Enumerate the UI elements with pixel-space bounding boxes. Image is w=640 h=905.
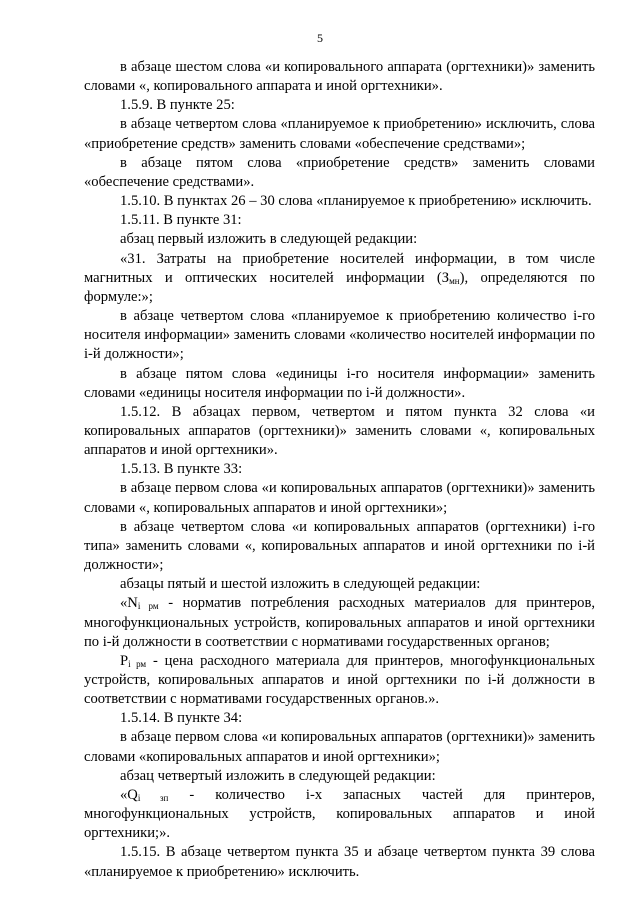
paragraph: абзац первый изложить в следующей редакции: (120, 231, 418, 248)
paragraph: в абзаце четвертом слова «планируемое к приобретению количество i-го носителя информации» заменить словами «количество носителей информации по i-й должности»; (84, 308, 595, 363)
definition-paragraph (84, 594, 595, 651)
paragraph-text: P (120, 652, 129, 669)
paragraph: в абзаце пятом слова «приобретение средств» заменить словами «обеспечение средствами». (84, 154, 595, 190)
paragraph: в абзаце первом слова «и копировальных аппаратов (оргтехники)» заменить словами «копировальных аппаратов и иной оргтехники»; (84, 729, 595, 765)
definition-paragraph (84, 652, 595, 709)
paragraph: в абзаце пятом слова «единицы i-го носителя информации» заменить словами «единицы носителя информации по i-й должности». (84, 365, 595, 401)
paragraph-text: «N (120, 595, 138, 612)
paragraph-text: «31. Затраты на приобретение носителей информации, в том числе магнитных и оптических носителей информации (З (84, 250, 595, 286)
paragraph: в абзаце шестом слова «и копировального аппарата (оргтехники)» заменить словами «, копировального аппарата и иной оргтехники». (84, 59, 595, 95)
paragraph-text: «Q (120, 786, 138, 803)
paragraph: в абзаце четвертом слова «планируемое к приобретению» исключить, слова «приобретение средств» заменить словами «обеспечение средствами»; (84, 116, 595, 152)
formula-paragraph (84, 250, 595, 307)
paragraph: в абзаце первом слова «и копировальных аппаратов (оргтехники)» заменить словами «, копировальных аппаратов и иной оргтехники»; (84, 480, 595, 516)
definition-paragraph (84, 786, 595, 843)
subscript: мн (449, 275, 460, 286)
paragraph: 1.5.10. В пунктах 26 – 30 слова «планируемое к приобретению» исключить. (120, 193, 592, 210)
paragraph: в абзаце четвертом слова «и копировальных аппаратов (оргтехники) i-го типа» заменить словами «, копировальных аппаратов и иной оргтехники по i-й должности»; (84, 518, 595, 574)
subscript: i рм (137, 601, 159, 612)
paragraph-text: - количество i-х запасных частей для принтеров, многофункциональных устройств, копировальных аппаратов и иной оргтехники;». (84, 786, 596, 842)
paragraph: 1.5.15. В абзаце четвертом пункта 35 и абзаце четвертом пункта 39 слова «планируемое к приобретению» исключить. (84, 844, 595, 880)
subscript: i рм (128, 658, 147, 669)
page-number: 5 (317, 31, 323, 45)
paragraph-text: - норматив потребления расходных материалов для принтеров, многофункциональных устройств, копировальных аппаратов и иной оргтехники по i-й должности в соответствии с нормативами государственных органов; (84, 595, 595, 650)
document-body (84, 58, 595, 882)
paragraph-text: - цена расходного материала для принтеров, многофункциональных устройств, копировальных аппаратов и иной оргтехники по i-й должности в соответствии с нормативами государственных органов.». (84, 652, 596, 708)
paragraph: абзацы пятый и шестой изложить в следующей редакции: (120, 576, 481, 593)
paragraph-text: ), определяются по формуле:»; (84, 269, 595, 305)
section-heading: 1.5.13. В пункте 33: (120, 461, 243, 478)
paragraph: абзац четвертый изложить в следующей редакции: (120, 767, 436, 784)
section-heading: 1.5.11. В пункте 31: (120, 212, 242, 229)
subscript: i зп (137, 792, 169, 803)
section-heading: 1.5.9. В пункте 25: (120, 97, 235, 114)
section-heading: 1.5.14. В пункте 34: (120, 710, 243, 727)
paragraph: 1.5.12. В абзацах первом, четвертом и пятом пункта 32 слова «и копировальных аппаратов (оргтехники)» заменить словами «, копировальных аппаратов и иной оргтехники». (84, 403, 595, 459)
